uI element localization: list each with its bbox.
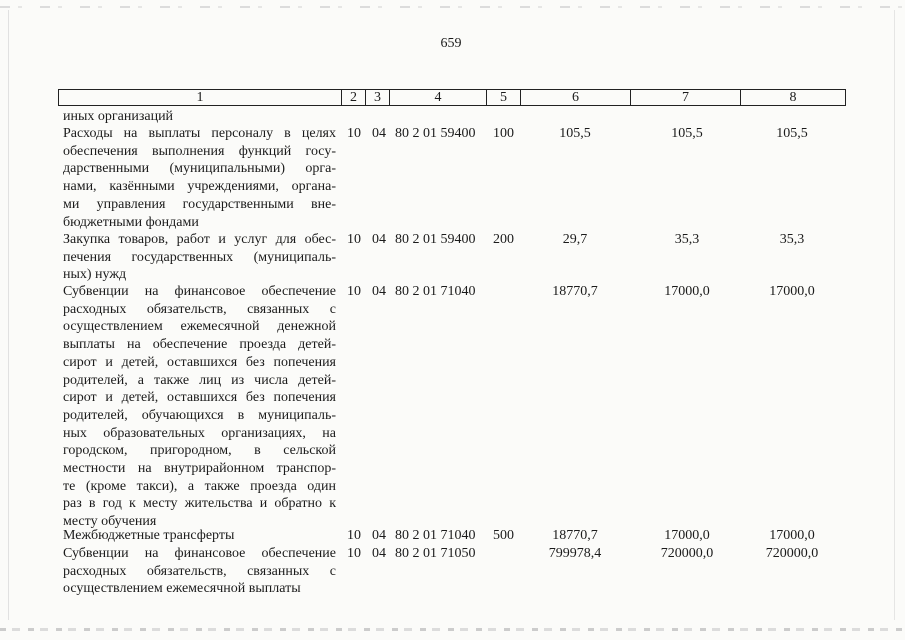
cell-csr: 80 2 01 59400	[395, 232, 476, 247]
description-line: нами, казёнными учреждениями, органа-	[63, 179, 336, 195]
row-description	[63, 527, 336, 545]
cell-v7: 105,5	[671, 126, 703, 141]
description-line: ми управления государственными вне-	[63, 196, 336, 212]
description-line: местности на внутрирайонном транспор-	[63, 461, 336, 477]
cell-csr: 80 2 01 71040	[395, 284, 476, 299]
cell-v7: 17000,0	[664, 284, 710, 299]
cell-v8: 105,5	[776, 126, 808, 141]
cell-pr: 04	[372, 232, 386, 247]
description-line: бюджетными фондами	[63, 214, 199, 230]
description-line: Закупка товаров, работ и услуг для обес-	[63, 232, 336, 247]
scan-edge-bottom	[0, 628, 905, 631]
scan-edge-left	[8, 10, 9, 620]
description-line: месту обучения	[63, 514, 157, 530]
cell-v8: 17000,0	[769, 284, 815, 299]
cell-vr: 100	[493, 126, 514, 141]
cell-vr: 200	[493, 232, 514, 247]
cell-v7: 720000,0	[660, 546, 714, 561]
description-line: Межбюджетные трансферты	[63, 528, 235, 543]
page-number: 659	[440, 36, 462, 51]
row-description	[63, 231, 336, 284]
description-line: раз в год к месту жительства и обратно к	[63, 496, 336, 512]
description-line: расходных обязательств, связанных с	[63, 563, 336, 579]
header-col-5: 5	[486, 90, 520, 105]
description-line: родителей, обучающихся в муниципаль-	[63, 407, 336, 423]
description-line: обеспечения выполнения функций госу-	[63, 143, 336, 159]
cell-v7: 35,3	[674, 232, 700, 247]
description-line: те (кроме такси), а также проезда один	[63, 478, 336, 494]
description-line: ных) нужд	[63, 267, 127, 283]
cell-v8: 17000,0	[769, 528, 815, 543]
cell-rz: 10	[347, 546, 361, 561]
cell-v6: 105,5	[559, 126, 591, 141]
cell-v8: 720000,0	[765, 546, 819, 561]
cell-csr: 80 2 01 71050	[395, 546, 476, 561]
header-col-4: 4	[389, 90, 486, 105]
description-line: печения государственных (муниципаль-	[63, 249, 336, 265]
cell-pr: 04	[372, 126, 386, 141]
table-header	[58, 89, 846, 106]
cell-v6: 18770,7	[552, 528, 598, 543]
header-col-6: 6	[520, 90, 630, 105]
cell-rz: 10	[347, 126, 361, 141]
header-col-8: 8	[740, 90, 845, 105]
scan-edge-top	[0, 6, 905, 8]
description-line: городском, пригородном, в сельской	[63, 443, 336, 459]
description-line: дарственными (муниципальными) орга-	[63, 161, 336, 177]
cell-v6: 18770,7	[552, 284, 598, 299]
cell-v6: 29,7	[562, 232, 588, 247]
description-line: Субвенции на финансовое обеспечение	[63, 284, 336, 299]
scan-edge-right	[894, 10, 895, 620]
cell-rz: 10	[347, 284, 361, 299]
description-line: сирот и детей, оставшихся без попечения	[63, 390, 336, 406]
header-col-2: 2	[341, 90, 365, 105]
cell-v8: 35,3	[779, 232, 805, 247]
cell-rz: 10	[347, 232, 361, 247]
cell-csr: 80 2 01 59400	[395, 126, 476, 141]
description-line: сирот и детей, оставшихся без попечения	[63, 354, 336, 370]
cell-pr: 04	[372, 528, 386, 543]
cell-v7: 17000,0	[664, 528, 710, 543]
cell-rz: 10	[347, 528, 361, 543]
description-line: Субвенции на финансовое обеспечение	[63, 546, 336, 561]
description-line: Расходы на выплаты персоналу в целях	[63, 126, 336, 141]
header-col-3: 3	[365, 90, 389, 105]
cell-vr: 500	[493, 528, 514, 543]
header-col-1: 1	[196, 90, 204, 105]
description-line: расходных обязательств, связанных с	[63, 301, 336, 317]
cell-pr: 04	[372, 284, 386, 299]
row-description	[63, 545, 336, 598]
cell-csr: 80 2 01 71040	[395, 528, 476, 543]
description-line: родителей, а также лиц из числа детей-	[63, 372, 336, 388]
intro-line: иных организаций	[63, 109, 174, 124]
description-line: ных образовательных организациях, на	[63, 425, 336, 441]
cell-pr: 04	[372, 546, 386, 561]
row-description	[63, 125, 336, 231]
description-line: осуществлением ежемесячной выплаты	[63, 581, 301, 597]
description-line: выплаты на обеспечение проезда детей-	[63, 337, 336, 353]
description-line: осуществлением ежемесячной денежной	[63, 319, 336, 335]
cell-v6: 799978,4	[548, 546, 602, 561]
header-col-7: 7	[630, 90, 740, 105]
row-description	[63, 283, 336, 531]
